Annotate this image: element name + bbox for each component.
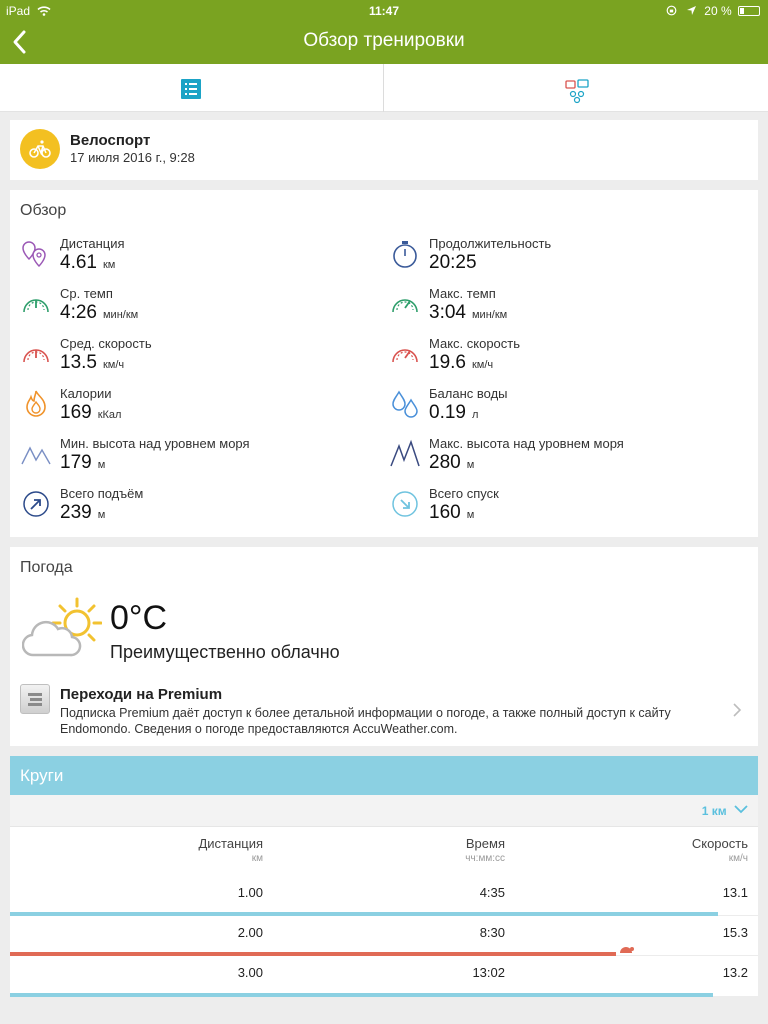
lap-time: 8:30 [479,925,505,940]
view-tabs [0,64,768,112]
status-time: 11:47 [368,4,400,18]
lap-row [10,876,758,916]
stat-value: 13.5 км/ч [60,352,125,373]
weather-title: Погода [20,559,73,576]
premium-badge-icon [20,684,50,714]
lap-time: 13:02 [472,965,505,980]
premium-title: Переходи на Premium [60,686,223,703]
stat-label: Ср. темп [60,286,113,301]
weather-card [10,547,758,746]
max-pace-gauge-icon [389,288,421,320]
stat-value: 0.19 л [429,402,479,423]
lap-time: 4:35 [479,885,505,900]
partly-cloudy-icon [22,597,102,659]
page-title: Обзор тренировки [303,30,465,51]
stat-avg-pace [20,286,380,334]
lap-distance: 3.00 [237,965,263,980]
workout-header [10,120,758,180]
navigation-bar [0,0,768,64]
ascent-arrow-icon [20,488,52,520]
battery-percent: 20 % [704,4,732,18]
calories-flame-icon [20,388,52,420]
lock-rotation-icon [666,5,677,16]
lap-distance: 1.00 [237,885,263,900]
tab-comments[interactable] [384,64,768,112]
stat-value: 4:26 мин/км [60,302,139,323]
slowest-lap-turtle-icon [618,943,634,955]
lap-row [10,956,758,996]
stat-value: 239 м [60,502,106,523]
temperature: 0°C [110,599,168,637]
stat-descent [389,486,749,534]
stat-value: 280 м [429,452,475,473]
stat-label: Калории [60,386,112,401]
descent-arrow-icon [389,488,421,520]
col-speed-header: Скорость [691,836,748,851]
weather-condition: Преимущественно облачно [110,642,340,662]
status-right [666,4,760,18]
max-speed-gauge-icon [389,338,421,370]
stat-value: 169 кКал [60,402,122,423]
sport-name: Велоспорт [70,132,151,149]
stat-label: Продолжительность [429,236,552,251]
stat-label: Сред. скорость [60,336,152,351]
col-distance-unit: км [251,853,263,864]
stat-ascent [20,486,380,534]
device-label: iPad [6,4,31,18]
stopwatch-icon [389,238,421,270]
overview-title: Обзор [20,202,67,219]
lap-row [10,916,758,956]
stat-duration [389,236,749,284]
stat-label: Макс. темп [429,286,496,301]
lap-speed: 15.3 [722,925,748,940]
chevron-down-icon [734,805,748,814]
stat-label: Макс. высота над уровнем моря [429,436,624,451]
stat-label: Всего спуск [429,486,499,501]
col-time-header: Время [465,836,505,851]
stat-value: 19.6 км/ч [429,352,494,373]
stat-label: Дистанция [60,236,125,251]
cycling-icon [20,129,60,169]
stat-distance [20,236,380,284]
laps-card [10,756,758,996]
laps-filter-row [10,795,758,827]
lap-pace-bar [10,993,713,997]
stat-value: 20:25 [429,252,477,273]
overview-card [10,190,758,537]
stat-label: Всего подъём [60,486,144,501]
stat-calories [20,386,380,434]
laps-header [10,756,758,795]
speed-gauge-icon [20,338,52,370]
lap-length-value: 1 км [701,804,727,818]
stat-water [389,386,749,434]
col-time-unit: чч:мм:сс [465,853,505,864]
stat-avg-speed [20,336,380,384]
status-bar [0,0,768,22]
stat-max-altitude [389,436,749,484]
workout-date: 17 июля 2016 г., 9:28 [70,150,195,165]
chat-people-icon [565,79,589,105]
stat-label: Мин. высота над уровнем моря [60,436,250,451]
stat-value: 3:04 мин/км [429,302,508,323]
lap-speed: 13.1 [722,885,748,900]
stat-value: 4.61 км [60,252,116,273]
max-altitude-icon [389,438,421,470]
list-icon [181,79,201,99]
chevron-right-icon[interactable] [732,702,742,718]
lap-distance: 2.00 [237,925,263,940]
stat-min-altitude [20,436,380,484]
stat-value: 179 м [60,452,106,473]
tab-summary[interactable] [0,64,384,112]
premium-description: Подписка Premium даёт доступ к более детальной информации о погоде, а также полный доступ к сайту Endomondo. Сведения о погоде предоставляются AccuWeather.com. [60,706,671,736]
col-speed-unit: км/ч [728,853,748,864]
laps-title: Круги [20,766,64,785]
col-distance-header: Дистанция [198,836,263,851]
stat-value: 160 м [429,502,475,523]
distance-pin-icon [20,238,52,270]
stat-max-speed [389,336,749,384]
min-altitude-icon [20,438,52,470]
water-drops-icon [389,388,421,420]
location-arrow-icon [686,5,697,16]
stat-label: Макс. скорость [429,336,521,351]
pace-gauge-icon [20,288,52,320]
lap-speed: 13.2 [722,965,748,980]
battery-icon [738,6,760,16]
stat-label: Баланс воды [429,386,508,401]
lap-length-dropdown[interactable] [702,804,748,818]
stat-max-pace [389,286,749,334]
